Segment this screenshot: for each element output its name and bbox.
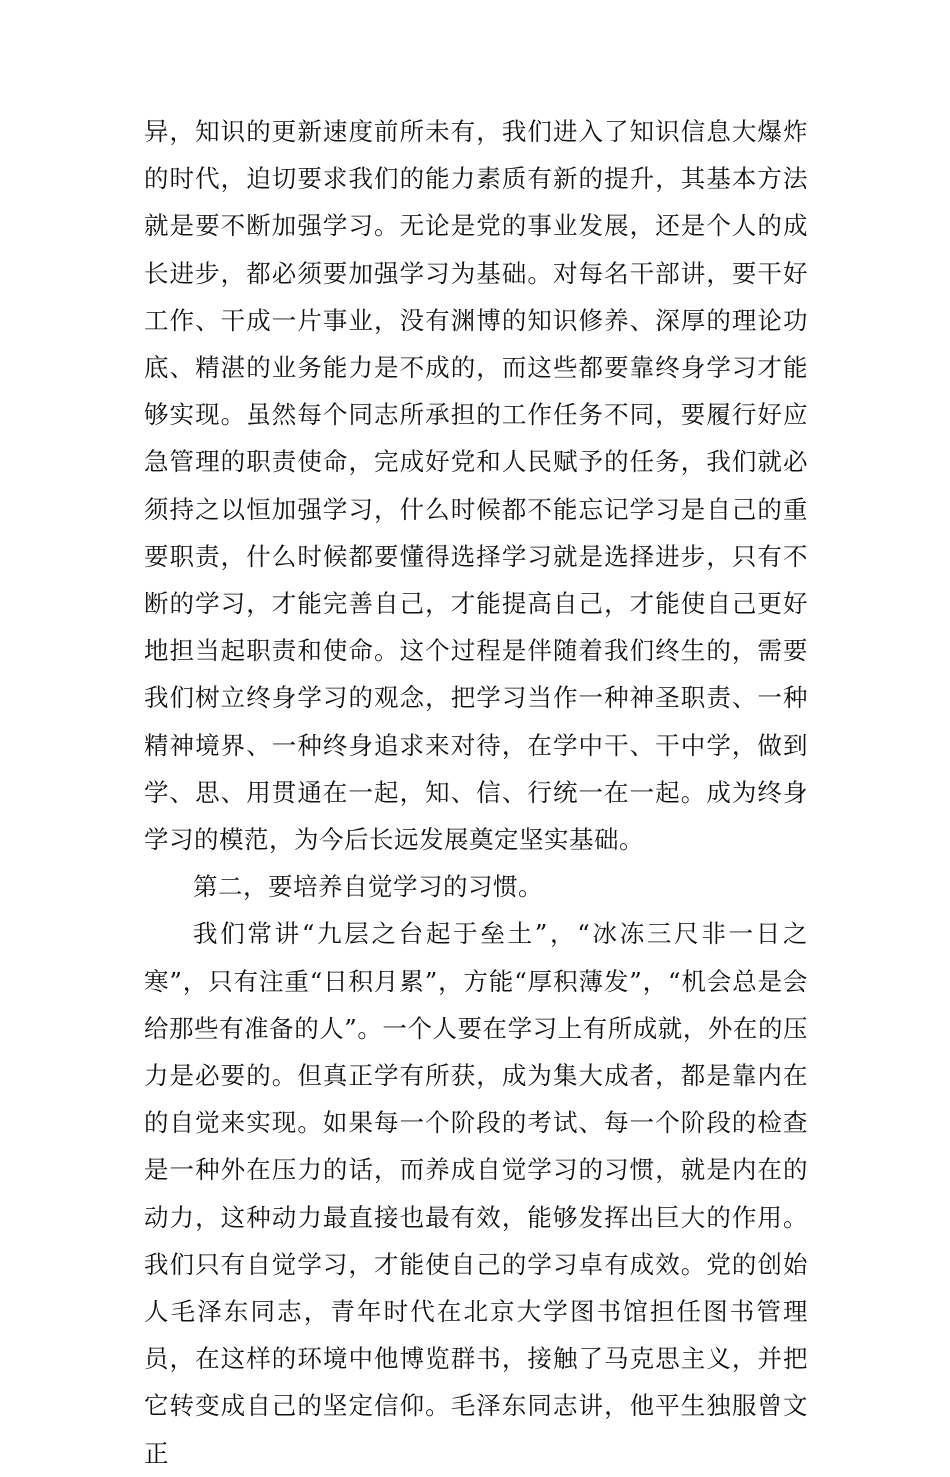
section-heading-second-point: 第二，要培养自觉学习的习惯。 xyxy=(193,872,543,902)
paragraph-continuation: 异，知识的更新速度前所未有，我们进入了知识信息大爆炸的时代，迫切要求我们的能力素质有新的提升，其基本方法就是要不断加强学习。无论是党的事业发展，还是个人的成长进步，都必须要加强学习为基础。对每名干部讲，要干好工作、干成一片事业，没有渊博的知识修养、深厚的理论功底、精湛的业务能力是不成的，而这些都要靠终身学习才能够实现。虽然每个同志所承担的工作任务不同，要履行好应急管理的职责使命，完成好党和人民赋予的任务，我们就必须持之以恒加强学习，什么时候都不能忘记学习是自己的重要职责，什么时候都要懂得选择学习就是选择进步，只有不断的学习，才能完善自己，才能提高自己，才能使自己更好地担当起职责和使命。这个过程是伴随着我们终生的，需要我们树立终身学习的观念，把学习当作一种神圣职责、一种精神境界、一种终身追求来对待，在学中干、干中学，做到学、思、用贯通在一起，知、信、行统一在一起。成为终身学习的模范，为今后长远发展奠定坚实基础。 xyxy=(144,117,808,855)
document-body xyxy=(144,108,808,1477)
paragraph-self-study-habit: 我们常讲“九层之台起于垒土”，“冰冻三尺非一日之寒”，只有注重“日积月累”，方能“厚积薄发”，“机会总是会给那些有准备的人”。一个人要在学习上有所成就，外在的压力是必要的。但真正学有所获，成为集大成者，都是靠内在的自觉来实现。如果每一个阶段的考试、每一个阶段的检查是一种外在压力的话，而养成自觉学习的习惯，就是内在的动力，这种动力最直接也最有效，能够发挥出巨大的作用。我们只有自觉学习，才能使自己的学习卓有成效。党的创始人毛泽东同志，青年时代在北京大学图书馆担任图书管理员，在这样的环境中他博览群书，接触了马克思主义，并把它转变成自己的坚定信仰。毛泽东同志讲，他平生独服曾文正 xyxy=(144,919,808,1468)
